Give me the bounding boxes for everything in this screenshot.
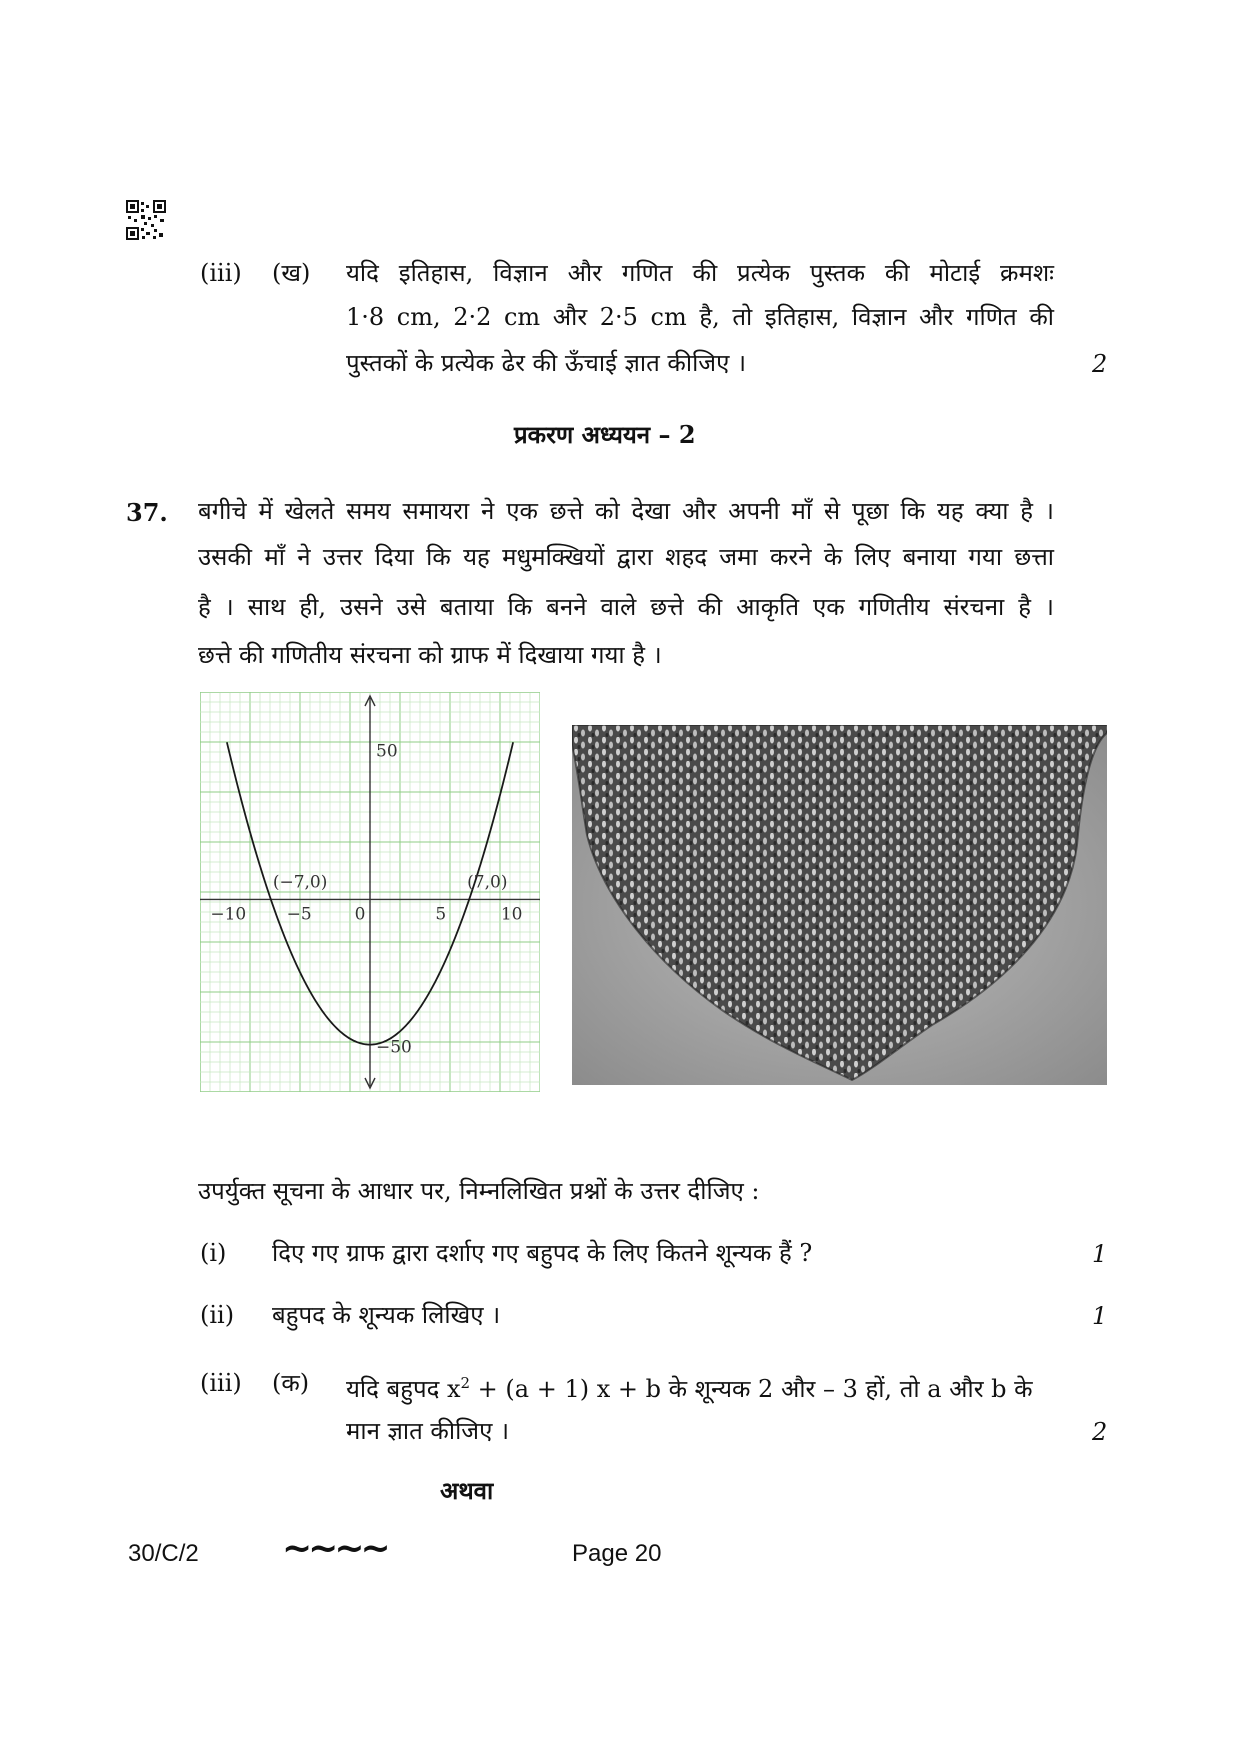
parabola-graph [200, 692, 540, 1092]
prev-part-marks: 2 [1092, 350, 1108, 378]
question-number: 37. [126, 498, 168, 527]
question-i-text: दिए गए ग्राफ द्वारा दर्शाए गए बहुपद के लिए कितने शून्यक हैं ? [272, 1239, 813, 1267]
x-tick-label: −5 [286, 904, 312, 925]
question-ii-text: बहुपद के शून्यक लिखिए । [272, 1301, 501, 1329]
x-tick-label: 0 [354, 904, 366, 925]
case-study-heading: प्रकरण अध्ययन – 2 [514, 420, 696, 449]
qr-code-icon [126, 200, 166, 240]
or-label: अथवा [440, 1476, 494, 1505]
question-iii-line-2: मान ज्ञात कीजिए । [346, 1417, 510, 1445]
prev-part-sub: (ख) [272, 259, 311, 287]
prev-part-line-3: पुस्तकों के प्रत्येक ढेर की ऊँचाई ज्ञात कीजिए । [346, 349, 747, 377]
q37-line-1: बगीचे में खेलते समय समायरा ने एक छत्ते को देखा और अपनी माँ से पूछा कि यह क्या है । [198, 497, 1054, 525]
x-tick-label: 5 [435, 904, 447, 925]
q37-line-4: छत्ते की गणितीय संरचना को ग्राफ में दिखाया गया है । [198, 641, 662, 669]
x-tick-label: −10 [210, 904, 247, 925]
question-iii-number: (iii) [200, 1369, 242, 1397]
question-iii-line-1: यदि बहुपद $x^2 + (a + 1) x + b$ के शून्यक 2 और – 3 हों, तो a और b के [346, 1374, 1033, 1403]
beehive-photo [572, 725, 1107, 1085]
q37-line-3: है । साथ ही, उसने उसे बताया कि बनने वाले छत्ते की आकृति एक गणितीय संरचना है । [198, 593, 1054, 621]
q37-line-2: उसकी माँ ने उत्तर दिया कि यह मधुमक्खियों द्वारा शहद जमा करने के लिए बनाया गया छत्ता [198, 543, 1054, 571]
x-tick-label: 10 [500, 904, 523, 925]
y-tick-label: −50 [376, 1037, 412, 1058]
question-iii-sub: (क) [272, 1369, 310, 1397]
y-tick-label: 50 [376, 741, 398, 762]
question-i-number: (i) [200, 1239, 227, 1267]
question-ii-number: (ii) [200, 1301, 235, 1329]
prev-part-number: (iii) [200, 259, 242, 287]
question-iii-marks: 2 [1092, 1418, 1108, 1446]
zero-annotation: (−7,0) [272, 872, 328, 893]
zero-annotation: (7,0) [467, 872, 508, 893]
question-i-marks: 1 [1092, 1240, 1108, 1268]
question-ii-marks: 1 [1092, 1302, 1108, 1330]
wave-divider: ~~~~ [282, 1528, 387, 1569]
questions-intro: उपर्युक्त सूचना के आधार पर, निम्नलिखित प्रश्नों के उत्तर दीजिए : [198, 1177, 760, 1205]
prev-part-line-1: यदि इतिहास, विज्ञान और गणित की प्रत्येक पुस्तक की मोटाई क्रमशः [346, 259, 1054, 287]
prev-part-line-2: 1·8 cm, 2·2 cm और 2·5 cm है, तो इतिहास, विज्ञान और गणित की [346, 303, 1054, 331]
paper-code: 30/C/2 [128, 1540, 199, 1567]
page-number: Page 20 [572, 1540, 662, 1567]
